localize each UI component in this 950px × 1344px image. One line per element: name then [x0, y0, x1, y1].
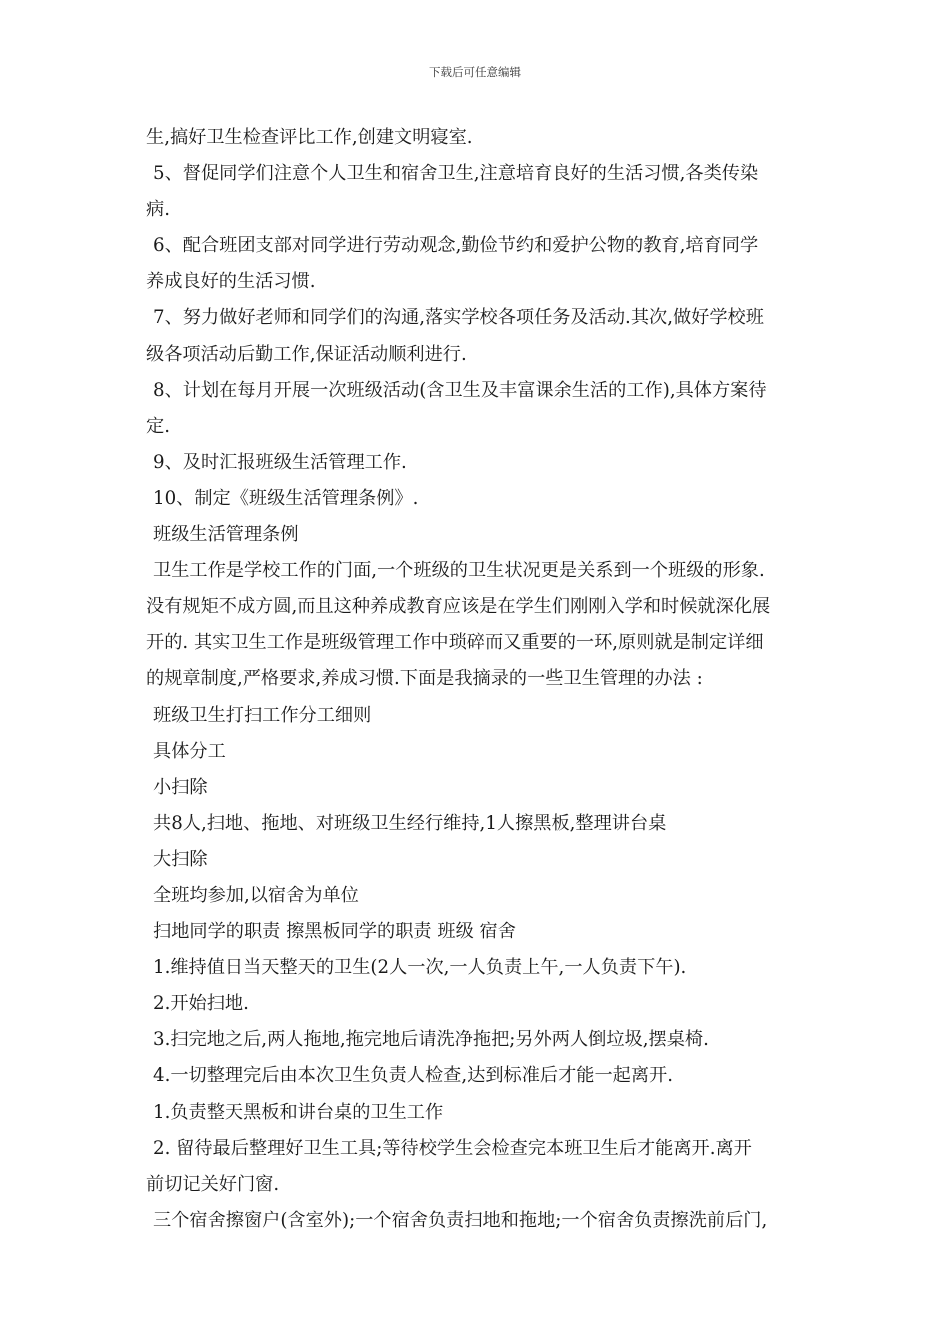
- duty-item: 4.一切整理完后由本次卫生负责人检查,达到标准后才能一起离开.: [153, 1065, 673, 1087]
- subheading: 大扫除: [153, 848, 208, 870]
- text-line: 三个宿舍擦窗户(含室外);一个宿舍负责扫地和拖地;一个宿舍负责擦洗前后门,: [153, 1209, 768, 1231]
- text-line: 养成良好的生活习惯.: [146, 271, 316, 293]
- text-line: 定.: [146, 415, 170, 437]
- text-line: 生,搞好卫生检查评比工作,创建文明寝室.: [146, 127, 473, 148]
- paragraph-line: 卫生工作是学校工作的门面,一个班级的卫生状况更是关系到一个班级的形象.: [153, 560, 765, 582]
- list-item-7: 7、努力做好老师和同学们的沟通,落实学校各项任务及活动.其次,做好学校班: [153, 307, 764, 329]
- duty-item: 3.扫完地之后,两人拖地,拖完地后请洗净拖把;另外两人倒垃圾,摆桌椅.: [153, 1029, 709, 1051]
- document-body: [146, 120, 816, 1239]
- text-line: 全班均参加,以宿舍为单位: [153, 884, 359, 906]
- table-header-line: 扫地同学的职责 擦黑板同学的职责 班级 宿舍: [153, 921, 516, 943]
- page-header: 下载后可任意编辑: [429, 65, 521, 79]
- paragraph-line: 没有规矩不成方圆,而且这种养成教育应该是在学生们刚刚入学和时候就深化展: [146, 596, 771, 618]
- paragraph-line: 的规章制度,严格要求,养成习惯.下面是我摘录的一些卫生管理的办法 :: [146, 668, 703, 690]
- section-heading: 班级生活管理条例: [153, 524, 299, 546]
- section-heading: 班级卫生打扫工作分工细则: [153, 704, 372, 726]
- list-item-5: 5、督促同学们注意个人卫生和宿舍卫生,注意培育良好的生活习惯,各类传染: [153, 163, 759, 185]
- text-line: 共8人,扫地、拖地、对班级卫生经行维持,1人擦黑板,整理讲台桌: [153, 812, 667, 834]
- paragraph-line: 开的. 其实卫生工作是班级管理工作中琐碎而又重要的一环,原则就是制定详细: [146, 632, 764, 654]
- subheading: 具体分工: [153, 740, 226, 762]
- text-line: 病.: [146, 199, 170, 221]
- list-item-10: 10、制定《班级生活管理条例》.: [153, 487, 419, 509]
- subheading: 小扫除: [153, 776, 208, 798]
- text-line: 前切记关好门窗.: [146, 1173, 280, 1195]
- duty-item: 1.负责整天黑板和讲台桌的卫生工作: [153, 1101, 444, 1123]
- duty-item: 1.维持值日当天整天的卫生(2人一次,一人负责上午,一人负责下午).: [153, 957, 687, 979]
- text-line: 级各项活动后勤工作,保证活动顺利进行.: [146, 343, 467, 365]
- list-item-6: 6、配合班团支部对同学进行劳动观念,勤俭节约和爱护公物的教育,培育同学: [153, 235, 759, 257]
- duty-item: 2.开始扫地.: [153, 993, 249, 1015]
- list-item-9: 9、及时汇报班级生活管理工作.: [153, 451, 407, 473]
- duty-item: 2. 留待最后整理好卫生工具;等待校学生会检查完本班卫生后才能离开.离开: [153, 1137, 752, 1159]
- list-item-8: 8、计划在每月开展一次班级活动(含卫生及丰富课余生活的工作),具体方案待: [153, 379, 767, 401]
